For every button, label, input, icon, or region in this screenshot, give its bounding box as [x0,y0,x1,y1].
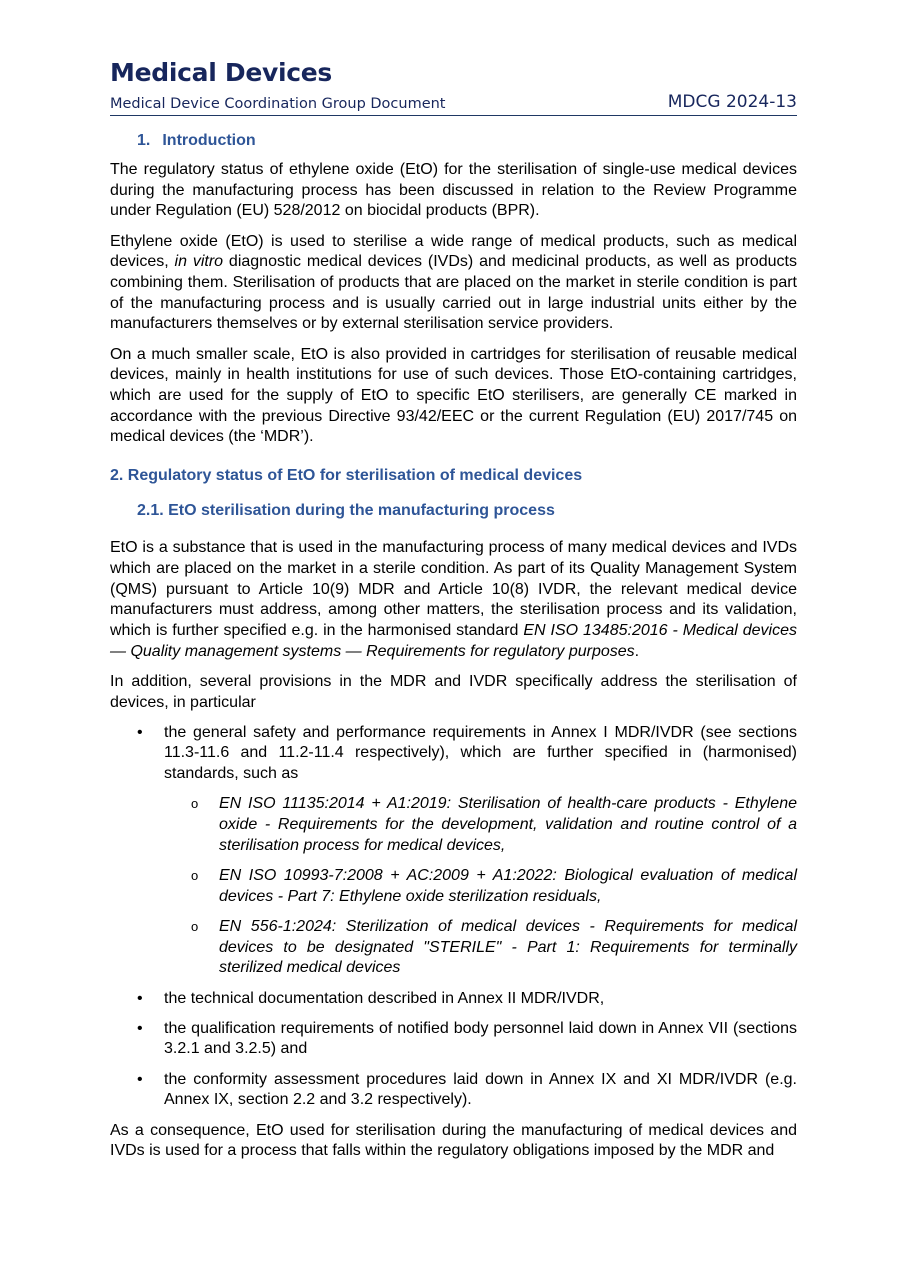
circle-bullet-icon: o [191,918,199,934]
list-item: o EN ISO 11135:2014 + A1:2019: Sterilisation of health-care products - Ethylene oxide - Requirements for the development, validation and routine control of a sterilisation process for medical devices, [191,795,797,854]
list-item: o EN 556-1:2024: Sterilization of medical devices - Requirements for medical devices to be designated "STERILE" - Part 1: Requirements for terminally sterilized medical devices [191,917,797,977]
list-item: o EN ISO 10993-7:2008 + AC:2009 + A1:2022: Biological evaluation of medical devices - Part 7: Ethylene oxide sterilization residuals, [191,866,797,905]
paragraph: On a much smaller scale, EtO is also provided in cartridges for sterilisation of reusable medical devices, mainly in health institutions for use of such devices. Those EtO-containing cartridges, which are used for the supply of EtO to specific EtO sterilisers, are generally CE marked in accordance with the previous Directive 93/42/EEC or the current Regulation (EU) 2017/745 on medical devices (the ‘MDR’). [110,345,797,446]
header-subrow [110,92,797,116]
document-body [110,128,797,1171]
bullet-list [110,723,797,1111]
paragraph: In addition, several provisions in the MDR and IVDR specifically address the sterilisation of devices, in particular [110,672,797,711]
section-heading-regulatory-status: 2. Regulatory status of EtO for sterilisation of medical devices [110,467,583,485]
bullet-icon: • [137,1019,143,1037]
italic-text: EN ISO 13485:2016 - Medical devices — Quality management systems — Requirements for regulatory purposes [110,621,797,660]
page-header [110,55,797,116]
paragraph: EtO is a substance that is used in the manufacturing process of many medical devices and IVDs which are placed on the market in a sterile condition. As part of its Quality Management System (QMS) pursuant to Article 10(9) MDR and Article 10(8) IVDR, the relevant medical device manufacturers must address, among other matters, the sterilisation process and its validation, which is further specified e.g. in the harmonised standard EN ISO 13485:2016 - Medical devices — Quality management systems — Requirements for regulatory purposes. [110,539,797,660]
section-heading-introduction [137,131,797,151]
circle-bullet-icon: o [191,867,199,883]
sub-bullet-list [164,794,797,979]
circle-bullet-icon: o [191,796,199,812]
italic-text: in vitro [174,253,224,271]
list-item: • the qualification requirements of notified body personnel laid down in Annex VII (sections 3.2.1 and 3.2.5) and [137,1019,797,1058]
bullet-icon: • [137,989,143,1007]
section-title: Introduction [162,132,256,149]
doc-title: Medical Devices [110,58,332,87]
bullet-icon: • [137,723,143,741]
section-number: 1. [137,132,151,149]
list-item: • the technical documentation described in Annex II MDR/IVDR, [110,989,797,1010]
subsection-heading: 2.1. EtO sterilisation during the manufacturing process [137,502,555,520]
paragraph: As a consequence, EtO used for sterilisation during the manufacturing of medical devices and IVDs is used for a process that falls within the regulatory obligations imposed by the MDR and [110,1121,797,1160]
doc-subtitle: Medical Device Coordination Group Document [110,96,446,112]
list-item: • the conformity assessment procedures laid down in Annex IX and XI MDR/IVDR (e.g. Annex IX, section 2.2 and 3.2 respectively). [137,1070,797,1109]
paragraph: The regulatory status of ethylene oxide (EtO) for the sterilisation of single-use medical devices during the manufacturing process has been discussed in relation to the Review Programme under Regulation (EU) 528/2012 on biocidal products (BPR). [110,161,797,220]
doc-number: MDCG 2024-13 [667,92,797,112]
bullet-icon: • [137,1070,143,1088]
list-item: • the general safety and performance requirements in Annex I MDR/IVDR (see sections 11.3-11.6 and 11.2-11.4 respectively), which are further specified in (harmonised) standards, such as o EN ISO 11135:2014 + A1:2019: Sterilisation of health-care products - Ethylene oxide - Requirements for the development, validation and routine control of a sterilisation process for medical devices, o EN ISO 10993-7:2008 + AC:2009 + A1:2022: Biological evaluation of medical devices - Part 7: Ethylene oxide sterilization residuals, o EN 556-1:2024: Sterilization of medical devices - Requirements for medical devices to be designated "STERILE" - Part 1: Requirements for terminally sterilized medical devices [110,723,797,979]
paragraph: Ethylene oxide (EtO) is used to sterilise a wide range of medical products, such as medical devices, in vitro diagnostic medical devices (IVDs) and medicinal products, as well as products combining them. Sterilisation of products that are placed on the market in sterile condition is part of the manufacturing process and is usually carried out in large industrial units either by the manufacturers themselves or by external sterilisation service providers. [110,232,797,333]
